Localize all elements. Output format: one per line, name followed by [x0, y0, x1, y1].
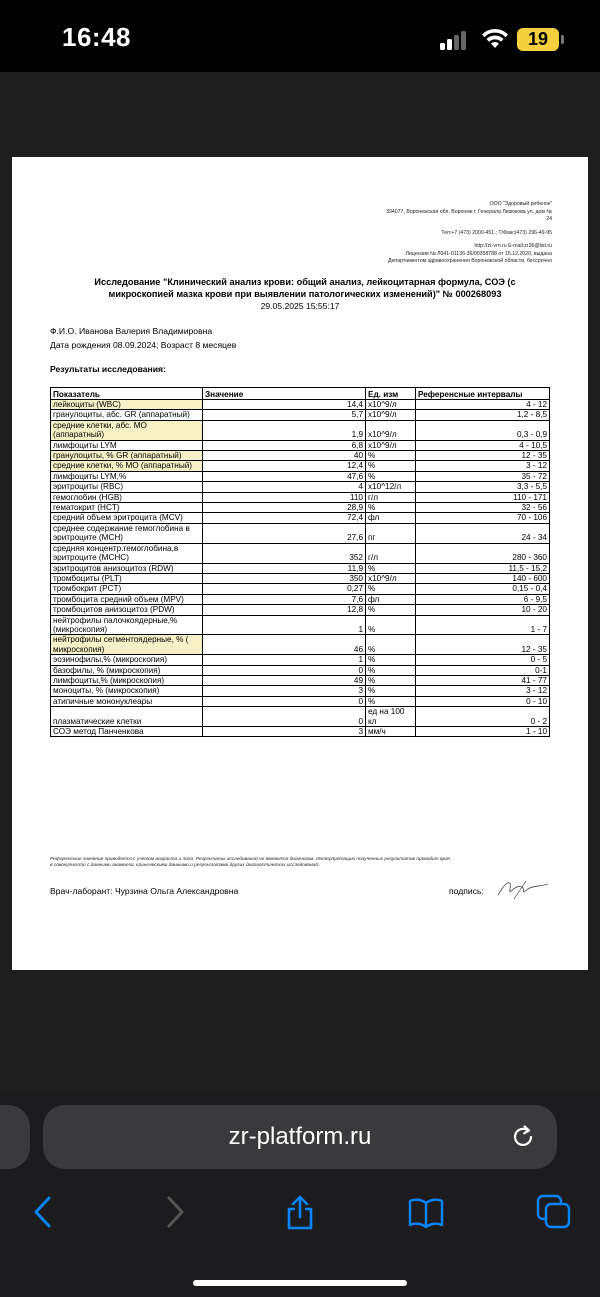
document-title	[82, 276, 528, 300]
patient-birth: Дата рождения 08.09.2024; Возраст 8 месяцев	[50, 339, 237, 350]
row-ref: 32 - 56	[416, 503, 550, 513]
doctor-name: Врач-лаборант: Чурзина Ольга Александровна	[50, 886, 239, 896]
row-name: лимфоциты LYM,%	[51, 471, 203, 481]
row-value: 3	[203, 686, 366, 696]
row-value: 1,9	[203, 420, 366, 440]
row-value: 0,27	[203, 584, 366, 594]
row-name: плазматические клетки	[51, 707, 203, 727]
home-indicator[interactable]	[193, 1280, 407, 1286]
row-name: лимфоциты LYM	[51, 440, 203, 450]
row-name: гранулоциты, абс. GR (аппаратный)	[51, 410, 203, 420]
table-row	[51, 461, 550, 471]
table-row	[51, 584, 550, 594]
table-row	[51, 400, 550, 410]
back-icon[interactable]	[26, 1194, 62, 1230]
table-row	[51, 696, 550, 706]
table-row	[51, 675, 550, 685]
browser-bottom-bar	[0, 1092, 600, 1297]
row-unit: x10^12/л	[366, 482, 416, 492]
row-name: средние клетки, % MO (аппаратный)	[51, 461, 203, 471]
row-ref: 110 - 171	[416, 492, 550, 502]
row-name: тромбокрит (PCT)	[51, 584, 203, 594]
row-unit: %	[366, 605, 416, 615]
row-unit: %	[366, 503, 416, 513]
row-name: средний объем эритроцита (MCV)	[51, 513, 203, 523]
row-ref: 1,2 - 8,5	[416, 410, 550, 420]
bookmarks-icon[interactable]	[408, 1194, 444, 1230]
patient-name: Ф.И.О. Иванова Валерия Владимировна	[50, 326, 213, 336]
title-line-2: микроскопией мазка крови при выявлении патологических изменений)" № 000268093	[108, 289, 502, 299]
row-unit: пг	[366, 523, 416, 543]
patient-info	[50, 325, 236, 352]
row-name: тромбоцитов анизоцитоз (PDW)	[51, 605, 203, 615]
col-header-unit: Ед. изм	[366, 388, 416, 400]
battery-tip	[561, 35, 564, 44]
row-value: 11,9	[203, 563, 366, 573]
table-row	[51, 451, 550, 461]
col-header-ref: Референсные интервалы	[416, 388, 550, 400]
row-unit: г/л	[366, 492, 416, 502]
row-value: 6,8	[203, 440, 366, 450]
row-unit: x10^9/л	[366, 410, 416, 420]
org-license2: Департаментом здравоохранения Воронежской области, бессрочно	[388, 258, 552, 264]
tabs-icon[interactable]	[536, 1194, 572, 1230]
row-ref: 140 - 600	[416, 573, 550, 583]
footnote	[50, 857, 550, 869]
row-name: моноциты, % (микроскопия)	[51, 686, 203, 696]
row-value: 1	[203, 655, 366, 665]
row-ref: 6 - 9,5	[416, 594, 550, 604]
row-value: 12,4	[203, 461, 366, 471]
row-ref: 10 - 20	[416, 605, 550, 615]
row-name: нейтрофилы палочкоядерные,% (микроскопия)	[51, 615, 203, 635]
results-title: Результаты исследования:	[50, 364, 166, 374]
row-ref: 280 - 360	[416, 543, 550, 563]
row-name: базофилы, % (микроскопия)	[51, 665, 203, 675]
row-ref: 3,3 - 5,5	[416, 482, 550, 492]
table-row	[51, 594, 550, 604]
wifi-icon	[480, 26, 510, 50]
row-ref: 1 - 7	[416, 615, 550, 635]
table-row	[51, 482, 550, 492]
row-ref: 0,15 - 0,4	[416, 584, 550, 594]
row-value: 40	[203, 451, 366, 461]
row-value: 110	[203, 492, 366, 502]
row-unit: %	[366, 696, 416, 706]
row-ref: 3 - 12	[416, 686, 550, 696]
row-ref: 12 - 35	[416, 451, 550, 461]
row-name: тромбоциты (PLT)	[51, 573, 203, 583]
footnote-line-2: в совокупности с данными анамнеза, клиническими данными и результатами других диагностических исследований.	[50, 863, 320, 869]
row-value: 46	[203, 635, 366, 655]
row-unit: %	[366, 675, 416, 685]
row-name: эозинофилы,% (микроскопия)	[51, 655, 203, 665]
table-row	[51, 523, 550, 543]
col-header-value: Значение	[203, 388, 366, 400]
table-row	[51, 655, 550, 665]
row-ref: 3 - 12	[416, 461, 550, 471]
table-row	[51, 492, 550, 502]
row-name: средняя концентр.гемоглобина,в эритроците (MCHC)	[51, 543, 203, 563]
document-date: 29.05.2025 15:55:17	[260, 301, 340, 311]
table-row	[51, 513, 550, 523]
address-bar-url[interactable]: zr-platform.ru	[228, 1123, 372, 1150]
row-ref: 11,5 - 15,2	[416, 563, 550, 573]
table-row	[51, 440, 550, 450]
row-ref: 12 - 35	[416, 635, 550, 655]
row-name: лейкоциты (WBC)	[51, 400, 203, 410]
row-ref: 4 - 12	[416, 400, 550, 410]
table-row	[51, 686, 550, 696]
row-unit: фл	[366, 513, 416, 523]
document-page	[12, 157, 588, 970]
cellular-signal-icon	[440, 30, 468, 50]
row-value: 12,8	[203, 605, 366, 615]
org-phone: Тел:+7 (473) 2000-451,; Т/Факс(473) 296-49-95	[441, 229, 552, 236]
row-unit: мм/ч	[366, 727, 416, 737]
table-row	[51, 471, 550, 481]
row-value: 49	[203, 675, 366, 685]
row-unit: г/л	[366, 543, 416, 563]
row-ref: 0 - 5	[416, 655, 550, 665]
row-unit: %	[366, 635, 416, 655]
table-row	[51, 635, 550, 655]
table-header-row	[51, 388, 550, 400]
status-bar	[0, 0, 600, 72]
org-header	[292, 201, 552, 266]
battery-icon: 19	[517, 28, 559, 51]
row-unit: %	[366, 584, 416, 594]
row-name: тромбоцита средний объем (MPV)	[51, 594, 203, 604]
row-unit: %	[366, 563, 416, 573]
row-unit: фл	[366, 594, 416, 604]
table-row	[51, 707, 550, 727]
row-value: 4	[203, 482, 366, 492]
col-header-name: Показатель	[51, 388, 203, 400]
org-web: http://zr-vrn.ru E-mail:zr36@list.ru	[474, 243, 552, 249]
row-name: гематокрит (HCT)	[51, 503, 203, 513]
org-license: Лицензия № Л041-01136-36/00358788 от 15.12.2020, выдана	[405, 250, 552, 257]
table-row	[51, 665, 550, 675]
table-row	[51, 727, 550, 737]
row-name: гемоглобин (HGB)	[51, 492, 203, 502]
row-ref: 70 - 106	[416, 513, 550, 523]
signature-image	[492, 875, 552, 901]
row-name: средние клетки, абс. MO (аппаратный)	[51, 420, 203, 440]
table-row	[51, 410, 550, 420]
row-unit: ед на 100 кл	[366, 707, 416, 727]
reload-icon[interactable]	[508, 1122, 538, 1152]
row-unit: %	[366, 665, 416, 675]
row-unit: %	[366, 471, 416, 481]
address-bar[interactable]	[43, 1105, 557, 1169]
title-line-1: Исследование "Клинический анализ крови: общий анализ, лейкоцитарная формула, СОЭ (с	[94, 277, 516, 287]
row-name: лимфоциты,% (микроскопия)	[51, 675, 203, 685]
results-table	[50, 387, 550, 737]
row-value: 14,4	[203, 400, 366, 410]
org-name: ООО "Здоровый ребенок"	[489, 201, 552, 207]
row-value: 47,6	[203, 471, 366, 481]
table-row	[51, 615, 550, 635]
row-ref: 4 - 10,5	[416, 440, 550, 450]
org-address2: 24	[546, 216, 552, 222]
row-value: 28,9	[203, 503, 366, 513]
row-value: 7,6	[203, 594, 366, 604]
row-ref: 0,3 - 0,9	[416, 420, 550, 440]
table-row	[51, 503, 550, 513]
row-unit: x10^9/л	[366, 573, 416, 583]
row-ref: 24 - 34	[416, 523, 550, 543]
row-name: СОЭ метод Панченкова	[51, 727, 203, 737]
row-value: 352	[203, 543, 366, 563]
row-name: атипичные мононуклеары	[51, 696, 203, 706]
row-ref: 41 - 77	[416, 675, 550, 685]
row-value: 1	[203, 615, 366, 635]
row-value: 0	[203, 707, 366, 727]
row-value: 27,6	[203, 523, 366, 543]
row-unit: %	[366, 451, 416, 461]
table-row	[51, 573, 550, 583]
row-unit: x10^9/л	[366, 420, 416, 440]
row-unit: %	[366, 686, 416, 696]
row-name: гранулоциты, % GR (аппаратный)	[51, 451, 203, 461]
row-unit: x10^9/л	[366, 440, 416, 450]
table-row	[51, 543, 550, 563]
row-name: эритроциты (RBC)	[51, 482, 203, 492]
row-value: 350	[203, 573, 366, 583]
table-row	[51, 563, 550, 573]
status-time: 16:48	[62, 22, 131, 52]
signature-label: подпись:	[449, 886, 484, 896]
row-value: 0	[203, 665, 366, 675]
row-name: эритроцитов анизоцитоз (RDW)	[51, 563, 203, 573]
row-unit: %	[366, 615, 416, 635]
table-row	[51, 605, 550, 615]
row-name: среднее содержание гемоглобина в эритроците (MCH)	[51, 523, 203, 543]
row-value: 72,4	[203, 513, 366, 523]
row-name: нейтрофилы сегментоядерные, % ( микроскопия)	[51, 635, 203, 655]
row-ref: 0-1	[416, 665, 550, 675]
row-ref: 0 - 10	[416, 696, 550, 706]
org-address: 394077, Воронежская обл, Воронеж г, Генерала Лизюкова ул, дом №	[386, 208, 552, 215]
footnote-line-1: Референсные значения приводятся с учетом возраста и пола. Результаты исследований не являются диагнозом. Интерпретацию полученных результатов проводит врач	[50, 857, 451, 862]
forward-icon[interactable]	[156, 1194, 192, 1230]
row-unit: %	[366, 461, 416, 471]
row-ref: 1 - 10	[416, 727, 550, 737]
row-unit: %	[366, 655, 416, 665]
row-ref: 0 - 2	[416, 707, 550, 727]
row-value: 5,7	[203, 410, 366, 420]
share-icon[interactable]	[282, 1194, 318, 1230]
previous-tab-pill[interactable]	[0, 1105, 30, 1169]
table-row	[51, 420, 550, 440]
row-value: 3	[203, 727, 366, 737]
row-unit: x10^9/л	[366, 400, 416, 410]
row-value: 0	[203, 696, 366, 706]
row-ref: 35 - 72	[416, 471, 550, 481]
